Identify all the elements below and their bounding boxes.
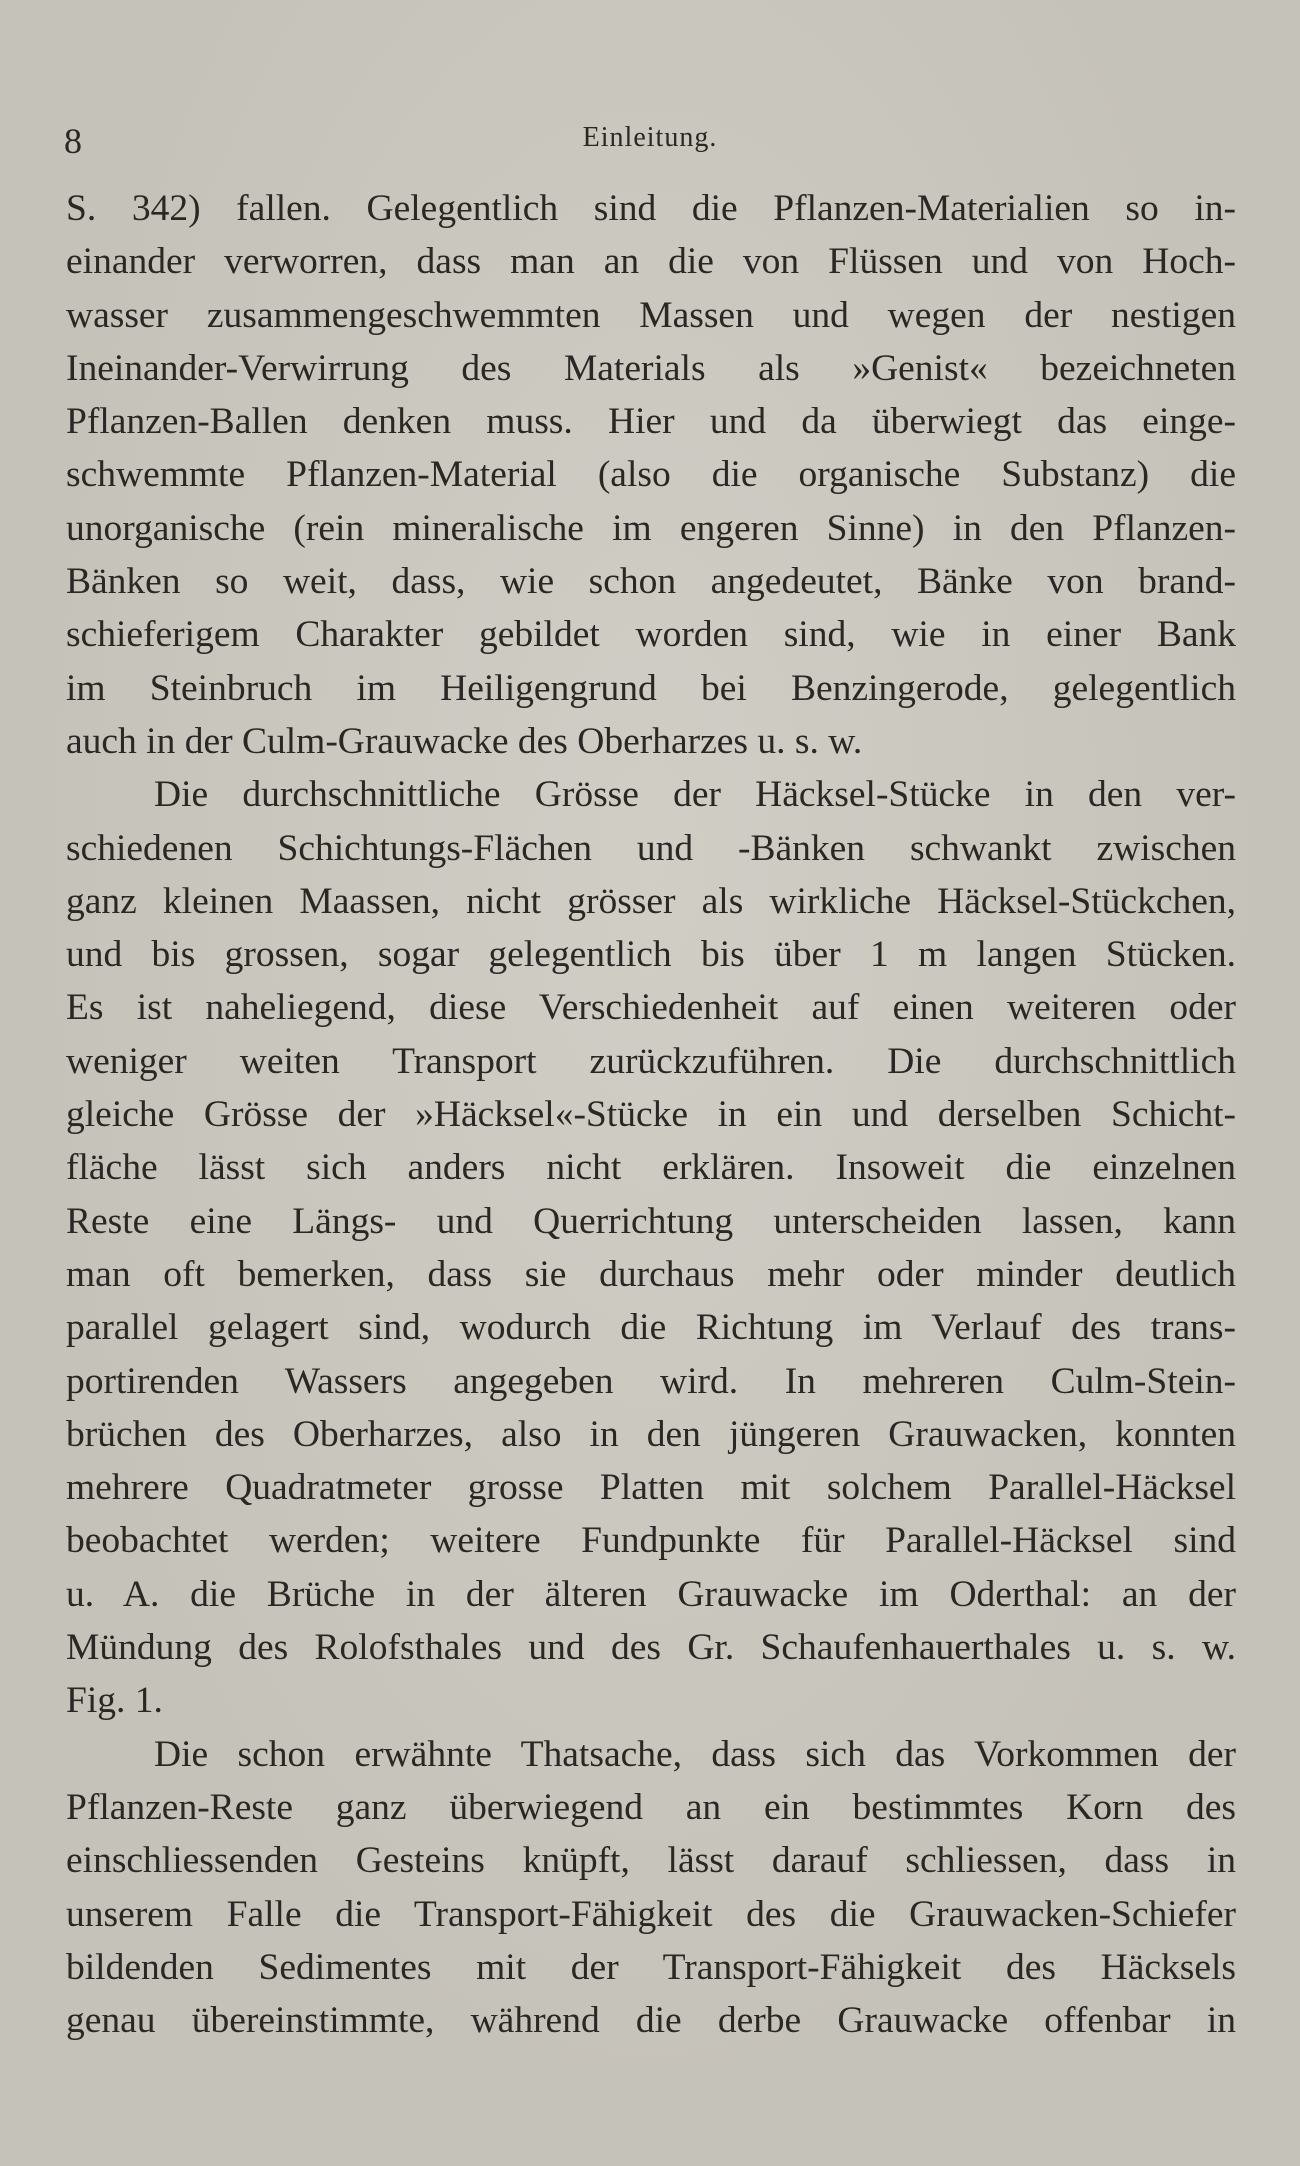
text-line: weniger weiten Transport zurückzuführen. Die durchschnittlich bbox=[66, 1040, 1236, 1082]
text-line: Die schon erwähnte Thatsache, dass sich das Vorkommen der bbox=[154, 1733, 1236, 1775]
text-line: Die durchschnittliche Grösse der Häcksel-Stücke in den ver- bbox=[154, 774, 1236, 816]
text-line: Reste eine Längs- und Querrichtung unterscheiden lassen, kann bbox=[66, 1200, 1236, 1242]
page-header bbox=[64, 118, 1236, 168]
text-line: fläche lässt sich anders nicht erklären. Insoweit die einzelnen bbox=[66, 1147, 1236, 1189]
text-line: wasser zusammengeschwemmten Massen und wegen der nestigen bbox=[66, 294, 1236, 336]
text-line: gleiche Grösse der »Häcksel«-Stücke in ein und derselben Schicht- bbox=[66, 1094, 1236, 1136]
text-line: Mündung des Rolofsthales und des Gr. Schaufenhauerthales u. s. w. bbox=[66, 1627, 1236, 1669]
text-line: schwemmte Pflanzen-Material (also die organische Substanz) die bbox=[66, 454, 1236, 496]
text-line: und bis grossen, sogar gelegentlich bis über 1 m langen Stücken. bbox=[66, 934, 1236, 976]
text-line: portirenden Wassers angegeben wird. In mehreren Culm-Stein- bbox=[66, 1360, 1236, 1402]
text-line: einschliessenden Gesteins knüpft, lässt darauf schliessen, dass in bbox=[66, 1840, 1236, 1882]
text-line: brüchen des Oberharzes, also in den jüngeren Grauwacken, konnten bbox=[66, 1413, 1236, 1455]
text-line: u. A. die Brüche in der älteren Grauwacke im Oderthal: an der bbox=[66, 1573, 1236, 1615]
text-line: Ineinander-Verwirrung des Materials als »Genist« bezeichneten bbox=[66, 347, 1236, 389]
page-number: 8 bbox=[64, 121, 83, 161]
text-line: Bänken so weit, dass, wie schon angedeutet, Bänke von brand- bbox=[66, 561, 1236, 603]
text-line: ganz kleinen Maassen, nicht grösser als wirkliche Häcksel-Stückchen, bbox=[66, 880, 1236, 922]
running-head: Einleitung. bbox=[582, 122, 718, 153]
text-line: genau übereinstimmte, während die derbe Grauwacke offenbar in bbox=[66, 2000, 1236, 2042]
text-line: parallel gelagert sind, wodurch die Richtung im Verlauf des trans- bbox=[66, 1307, 1236, 1349]
text-line: Pflanzen-Ballen denken muss. Hier und da überwiegt das einge- bbox=[66, 401, 1236, 443]
text-line: auch in der Culm-Grauwacke des Oberharzes u. s. w. bbox=[66, 720, 863, 762]
text-line: im Steinbruch im Heiligengrund bei Benzingerode, gelegentlich bbox=[66, 667, 1236, 709]
text-line: Es ist naheliegend, diese Verschiedenheit auf einen weiteren oder bbox=[66, 987, 1236, 1029]
text-line: schiedenen Schichtungs-Flächen und -Bänken schwankt zwischen bbox=[66, 827, 1236, 869]
body-text bbox=[66, 182, 1236, 2047]
text-line: unserem Falle die Transport-Fähigkeit des die Grauwacken-Schiefer bbox=[66, 1893, 1236, 1935]
text-line: unorganische (rein mineralische im engeren Sinne) in den Pflanzen- bbox=[66, 507, 1236, 549]
text-line: S. 342) fallen. Gelegentlich sind die Pflanzen-Materialien so in- bbox=[66, 188, 1236, 229]
text-line: beobachtet werden; weitere Fundpunkte für Parallel-Häcksel sind bbox=[66, 1520, 1236, 1562]
figure-reference: Fig. 1. bbox=[66, 1680, 163, 1722]
text-line: mehrere Quadratmeter grosse Platten mit solchem Parallel-Häcksel bbox=[66, 1467, 1236, 1509]
text-line: einander verworren, dass man an die von Flüssen und von Hoch- bbox=[66, 241, 1236, 283]
text-line: schieferigem Charakter gebildet worden sind, wie in einer Bank bbox=[66, 614, 1236, 656]
text-line: bildenden Sedimentes mit der Transport-Fähigkeit des Häcksels bbox=[66, 1946, 1236, 1988]
text-line: man oft bemerken, dass sie durchaus mehr oder minder deutlich bbox=[66, 1253, 1236, 1295]
text-line: Pflanzen-Reste ganz überwiegend an ein bestimmtes Korn des bbox=[66, 1786, 1236, 1828]
